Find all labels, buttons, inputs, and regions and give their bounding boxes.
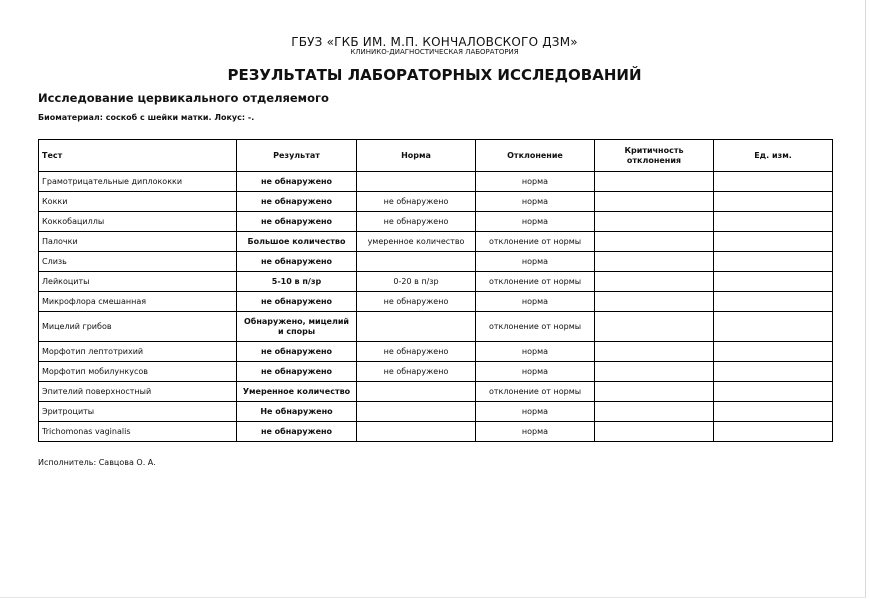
column-header-unit: Ед. изм. [714,140,833,172]
cell-test: Коккобациллы [39,212,237,232]
cell-result: не обнаружено [237,172,357,192]
cell-criticality [595,402,714,422]
cell-test: Лейкоциты [39,272,237,292]
cell-result: Большое количество [237,232,357,252]
cell-result: Обнаружено, мицелий и споры [237,312,357,342]
cell-result: не обнаружено [237,292,357,312]
cell-result: не обнаружено [237,342,357,362]
cell-criticality [595,192,714,212]
cell-deviation: отклонение от нормы [476,272,595,292]
cell-criticality [595,172,714,192]
cell-test: Палочки [39,232,237,252]
cell-criticality [595,312,714,342]
cell-test: Эпителий поверхностный [39,382,237,402]
cell-norm [357,422,476,442]
cell-criticality [595,252,714,272]
organization-name: ГБУЗ «ГКБ ИМ. М.П. КОНЧАЛОВСКОГО ДЗМ» [291,35,578,49]
study-name: Исследование цервикального отделяемого [38,91,329,105]
cell-deviation: отклонение от нормы [476,312,595,342]
column-header-result: Результат [237,140,357,172]
page-title: РЕЗУЛЬТАТЫ ЛАБОРАТОРНЫХ ИССЛЕДОВАНИЙ [227,66,642,84]
cell-result: не обнаружено [237,212,357,232]
cell-norm [357,172,476,192]
cell-deviation: норма [476,172,595,192]
cell-unit [714,272,833,292]
cell-deviation: норма [476,292,595,312]
cell-deviation: норма [476,422,595,442]
table-row [39,272,833,292]
cell-deviation: норма [476,402,595,422]
cell-test: Грамотрицательные диплококки [39,172,237,192]
column-header-deviation: Отклонение [476,140,595,172]
cell-result: Не обнаружено [237,402,357,422]
cell-norm: умеренное количество [357,232,476,252]
cell-test: Морфотип лептотрихий [39,342,237,362]
cell-result: не обнаружено [237,252,357,272]
cell-deviation: норма [476,252,595,272]
cell-norm: не обнаружено [357,362,476,382]
cell-unit [714,252,833,272]
cell-norm [357,312,476,342]
table-row [39,212,833,232]
cell-deviation: отклонение от нормы [476,232,595,252]
performer-line: Исполнитель: Савцова О. А. [38,458,156,467]
cell-unit [714,192,833,212]
cell-test: Морфотип мобилункусов [39,362,237,382]
cell-unit [714,212,833,232]
cell-test: Микрофлора смешанная [39,292,237,312]
column-header-norm: Норма [357,140,476,172]
cell-norm: 0-20 в п/зр [357,272,476,292]
cell-result: не обнаружено [237,362,357,382]
cell-norm: не обнаружено [357,342,476,362]
column-header-test: Тест [39,140,237,172]
table-header-row [39,140,833,172]
table-row [39,252,833,272]
cell-unit [714,382,833,402]
cell-norm [357,252,476,272]
cell-criticality [595,342,714,362]
table-row [39,422,833,442]
table-row [39,172,833,192]
cell-norm: не обнаружено [357,292,476,312]
cell-unit [714,312,833,342]
laboratory-name: КЛИНИКО-ДИАГНОСТИЧЕСКАЯ ЛАБОРАТОРИЯ [350,48,519,56]
cell-criticality [595,362,714,382]
cell-deviation: норма [476,192,595,212]
cell-test: Кокки [39,192,237,212]
column-header-criticality: Критичность отклонения [595,140,714,172]
cell-norm [357,402,476,422]
cell-unit [714,172,833,192]
cell-unit [714,402,833,422]
cell-criticality [595,212,714,232]
table-row [39,192,833,212]
cell-result: 5-10 в п/зр [237,272,357,292]
table-row [39,402,833,422]
cell-result: не обнаружено [237,422,357,442]
cell-criticality [595,422,714,442]
cell-unit [714,232,833,252]
cell-deviation: отклонение от нормы [476,382,595,402]
table-row [39,362,833,382]
table-row [39,342,833,362]
cell-unit [714,362,833,382]
cell-criticality [595,272,714,292]
table-row [39,312,833,342]
results-table [38,139,833,442]
cell-deviation: норма [476,342,595,362]
table-row [39,232,833,252]
cell-unit [714,292,833,312]
table-row [39,382,833,402]
cell-criticality [595,292,714,312]
cell-result: не обнаружено [237,192,357,212]
cell-deviation: норма [476,362,595,382]
cell-deviation: норма [476,212,595,232]
cell-test: Эритроциты [39,402,237,422]
cell-norm: не обнаружено [357,212,476,232]
cell-norm: не обнаружено [357,192,476,212]
cell-norm [357,382,476,402]
cell-test: Мицелий грибов [39,312,237,342]
cell-criticality [595,382,714,402]
cell-test: Trichomonas vaginalis [39,422,237,442]
biomaterial-line: Биоматериал: соскоб с шейки матки. Локус: -. [38,113,255,122]
cell-criticality [595,232,714,252]
cell-test: Слизь [39,252,237,272]
cell-unit [714,342,833,362]
cell-result: Умеренное количество [237,382,357,402]
cell-unit [714,422,833,442]
table-row [39,292,833,312]
